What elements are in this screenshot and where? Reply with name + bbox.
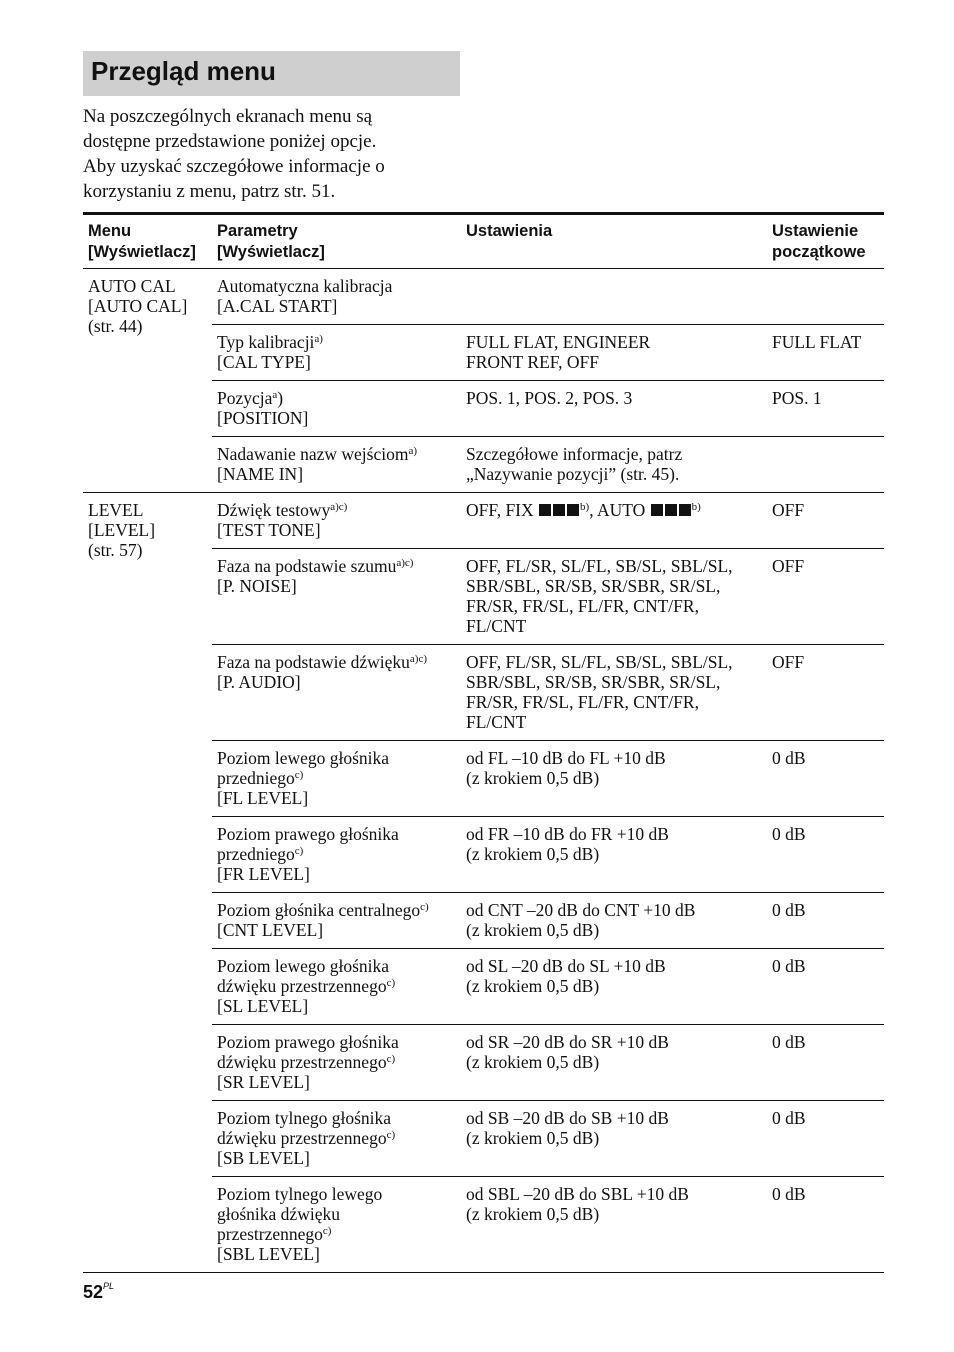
param-name: Faza na podstawie szumu xyxy=(217,556,397,576)
default-cell: 0 dB xyxy=(767,741,884,817)
param-name: Poziom lewego głośnika dźwięku przestrzennego xyxy=(217,956,390,996)
param-cell xyxy=(212,493,461,549)
default-cell: 0 dB xyxy=(767,893,884,949)
param-cell xyxy=(212,269,461,325)
param-cell xyxy=(212,325,461,381)
square-icon xyxy=(679,504,691,516)
param-name: Poziom prawego głośnika dźwięku przestrzennego xyxy=(217,1032,399,1072)
menu-overview-table xyxy=(83,212,884,1273)
param-display: [FL LEVEL] xyxy=(217,788,309,808)
param-display: [P. AUDIO] xyxy=(217,672,301,692)
param-cell xyxy=(212,1025,461,1101)
param-display: [SL LEVEL] xyxy=(217,996,309,1016)
header-default: Ustawienie początkowe xyxy=(772,222,866,261)
menu-cell: AUTO CAL [AUTO CAL] (str. 44) xyxy=(88,276,188,336)
default-cell: 0 dB xyxy=(767,949,884,1025)
default-cell: OFF xyxy=(767,549,884,645)
settings-cell xyxy=(461,437,767,493)
param-cell xyxy=(212,817,461,893)
footnote-mark: b) xyxy=(691,501,701,513)
param-name: Poziom lewego głośnika przedniego xyxy=(217,748,390,788)
footnote-mark: a xyxy=(272,389,278,401)
settings-text: OFF, FIX xyxy=(466,500,539,520)
param-cell xyxy=(212,1101,461,1177)
default-cell xyxy=(767,437,884,493)
param-name: Typ kalibracji xyxy=(217,332,315,352)
param-cell xyxy=(212,645,461,741)
settings-cell xyxy=(461,269,767,325)
settings-cell xyxy=(461,493,767,549)
header-menu: Menu [Wyświetlacz] xyxy=(88,222,196,261)
footnote-mark: c) xyxy=(386,1129,396,1141)
param-name: Poziom prawego głośnika przedniego xyxy=(217,824,399,864)
square-icon xyxy=(665,504,677,516)
settings-cell xyxy=(461,817,767,893)
param-display: [P. NOISE] xyxy=(217,576,297,596)
footnote-mark: c) xyxy=(420,901,429,913)
param-display: [TEST TONE] xyxy=(217,520,321,540)
footnote-mark: c) xyxy=(386,977,396,989)
settings-cell xyxy=(461,645,767,741)
settings-cell xyxy=(461,893,767,949)
footnote-mark: a) xyxy=(314,333,323,345)
param-name: Pozycja xyxy=(217,388,273,408)
header-settings: Ustawienia xyxy=(466,222,553,240)
settings-cell xyxy=(461,381,767,437)
param-display: [POSITION] xyxy=(217,408,309,428)
param-display: [A.CAL START] xyxy=(217,296,338,316)
square-icon xyxy=(553,504,565,516)
table-row xyxy=(83,269,884,325)
footnote-mark: c) xyxy=(322,1225,332,1237)
settings-text: POS. 1, POS. 2, POS. 3 xyxy=(466,388,633,408)
settings-cell xyxy=(461,1101,767,1177)
param-cell xyxy=(212,893,461,949)
settings-text: od CNT –20 dB do CNT +10 dB (z krokiem 0,5 dB) xyxy=(466,900,696,940)
param-cell xyxy=(212,549,461,645)
param-cell xyxy=(212,437,461,493)
settings-text: OFF, FL/SR, SL/FL, SB/SL, SBL/SL, SBR/SBL, SR/SB, SR/SBR, SR/SL, FR/SR, FR/SL, FL/FR, CNT/FR, FL/CNT xyxy=(466,652,733,732)
intro-paragraph: Na poszczególnych ekranach menu są dostępne przedstawione poniżej opcje. Aby uzyskać szczegółowe informacje o korzystaniu z menu, patrz str. 51. xyxy=(83,106,385,202)
page-number: $52^{PL}$ xyxy=(83,1281,115,1302)
default-cell: 0 dB xyxy=(767,817,884,893)
settings-text: , AUTO xyxy=(589,500,650,520)
footnote-mark: a)c) xyxy=(330,501,348,513)
default-cell: OFF xyxy=(767,645,884,741)
default-cell xyxy=(767,269,884,325)
param-name: Dźwięk testowy xyxy=(217,500,331,520)
page-title: Przegląd menu xyxy=(91,56,276,86)
table-header-row xyxy=(83,214,884,269)
param-name: Faza na podstawie dźwięku xyxy=(217,652,410,672)
settings-cell xyxy=(461,325,767,381)
param-cell xyxy=(212,1177,461,1273)
settings-cell xyxy=(461,949,767,1025)
default-cell: POS. 1 xyxy=(767,381,884,437)
default-cell: FULL FLAT xyxy=(767,325,884,381)
footnote-mark: a)c) xyxy=(396,557,414,569)
param-name: Nadawanie nazw wejściom xyxy=(217,444,409,464)
settings-cell xyxy=(461,741,767,817)
param-cell xyxy=(212,949,461,1025)
param-display: [SB LEVEL] xyxy=(217,1148,310,1168)
settings-cell xyxy=(461,1177,767,1273)
footnote-mark: b) xyxy=(580,501,590,513)
param-display: [SBL LEVEL] xyxy=(217,1244,320,1264)
footnote-mark: a)c) xyxy=(409,653,428,665)
settings-text: FULL FLAT, ENGINEER FRONT REF, OFF xyxy=(466,332,651,372)
table-body xyxy=(83,269,884,1273)
param-display: [SR LEVEL] xyxy=(217,1072,310,1092)
param-cell xyxy=(212,381,461,437)
settings-text: od SL –20 dB do SL +10 dB (z krokiem 0,5 dB) xyxy=(466,956,666,996)
param-display: [FR LEVEL] xyxy=(217,864,310,884)
param-name: Poziom głośnika centralnego xyxy=(217,900,421,920)
settings-text: od SB –20 dB do SB +10 dB (z krokiem 0,5 dB) xyxy=(466,1108,669,1148)
square-icon xyxy=(539,504,551,516)
param-name: Automatyczna kalibracja xyxy=(217,276,393,296)
footnote-mark: c) xyxy=(386,1053,396,1065)
menu-cell: LEVEL [LEVEL] (str. 57) xyxy=(88,500,156,560)
settings-cell xyxy=(461,549,767,645)
default-cell: 0 dB xyxy=(767,1025,884,1101)
header-params: Parametry [Wyświetlacz] xyxy=(217,222,325,261)
settings-text: od SBL –20 dB do SBL +10 dB (z krokiem 0,5 dB) xyxy=(466,1184,689,1224)
param-name: Poziom tylnego głośnika dźwięku przestrzennego xyxy=(217,1108,392,1148)
param-display: [CAL TYPE] xyxy=(217,352,311,372)
default-cell: 0 dB xyxy=(772,1184,806,1204)
settings-text: od SR –20 dB do SR +10 dB (z krokiem 0,5 dB) xyxy=(466,1032,669,1072)
settings-text: OFF, FL/SR, SL/FL, SB/SL, SBL/SL, SBR/SBL, SR/SB, SR/SBR, SR/SL, FR/SR, FR/SL, FL/FR, CNT/FR, FL/CNT xyxy=(466,556,733,636)
param-tail: ) xyxy=(277,388,284,408)
param-display: [CNT LEVEL] xyxy=(217,920,324,940)
table-row xyxy=(83,493,884,549)
default-cell: OFF xyxy=(767,493,884,549)
param-display: [NAME IN] xyxy=(217,464,304,484)
settings-text: od FR –10 dB do FR +10 dB (z krokiem 0,5 dB) xyxy=(466,824,669,864)
default-cell: 0 dB xyxy=(767,1101,884,1177)
square-icon xyxy=(567,504,579,516)
footnote-mark: a) xyxy=(408,445,417,457)
footnote-mark: c) xyxy=(294,769,304,781)
settings-cell xyxy=(461,1025,767,1101)
param-name: Poziom tylnego lewego głośnika dźwięku przestrzennego xyxy=(217,1184,383,1244)
settings-text: Szczegółowe informacje, patrz „Nazywanie pozycji” (str. 45). xyxy=(466,444,683,484)
param-cell xyxy=(212,741,461,817)
settings-text: od FL –10 dB do FL +10 dB (z krokiem 0,5 dB) xyxy=(466,748,666,788)
footnote-mark: c) xyxy=(294,845,304,857)
section-title-box xyxy=(83,51,460,96)
square-icon xyxy=(651,504,663,516)
